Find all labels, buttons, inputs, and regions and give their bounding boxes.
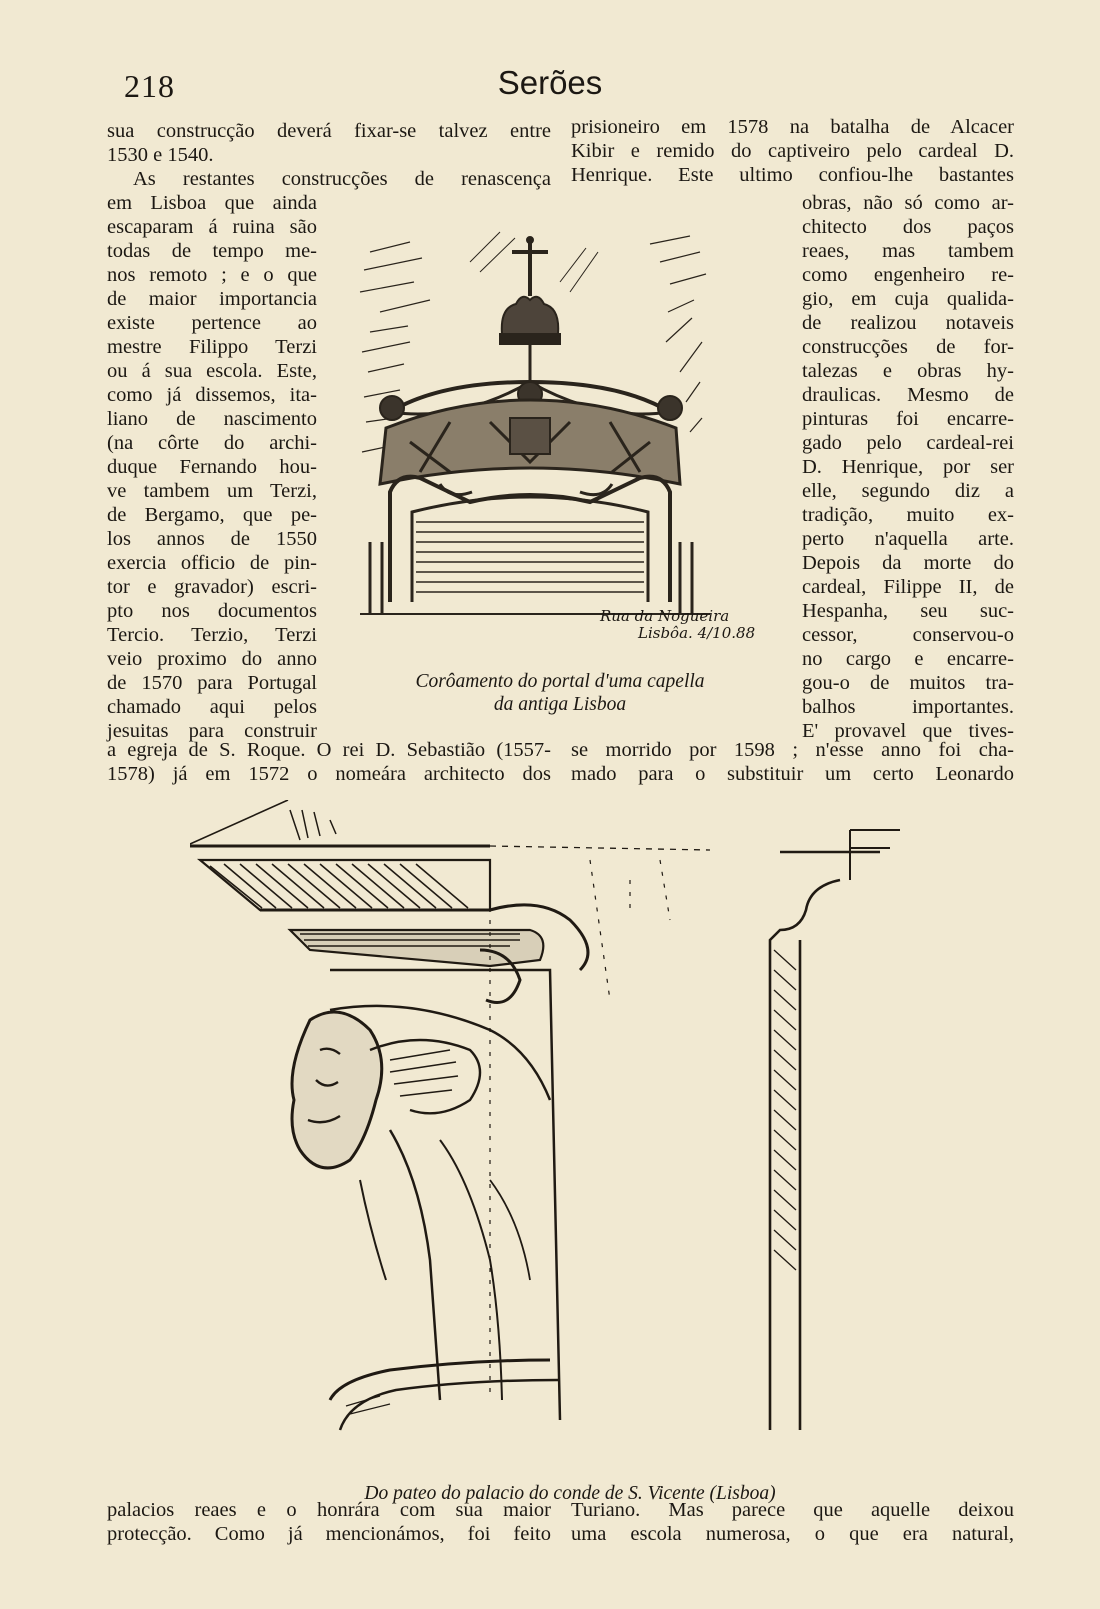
text-line: prisioneiro em 1578 na batalha de Alcacer	[571, 116, 1014, 138]
top-right-text	[571, 115, 1014, 187]
text-line: E' provavel que tives-	[802, 720, 1014, 742]
text-line: tor e gravador) escri-	[107, 576, 317, 598]
text-line: de Bergamo, que pe-	[107, 504, 317, 526]
top-left-text	[107, 119, 551, 191]
portal-crown-illustration	[350, 222, 790, 662]
left-column-text	[107, 191, 317, 743]
text-line: de 1570 para Portugal	[107, 672, 317, 694]
text-line: como já dissemos, ita-	[107, 384, 317, 406]
text-line: elle, segundo diz a	[802, 480, 1014, 502]
text-line: no cargo e encarre-	[802, 648, 1014, 670]
right-column-text	[802, 191, 1014, 743]
text-line: como engenheiro re-	[802, 264, 1014, 286]
text-line: talezas e obras hy-	[802, 360, 1014, 382]
text-line: As restantes construcções de renascença	[133, 168, 551, 190]
artist-signature: Rua da Nogueira Lisbôa. 4/10.88	[600, 607, 756, 642]
text-line: Kibir e remido do captiveiro pelo cardeal D.	[571, 140, 1014, 162]
text-line: obras, não só como ar-	[802, 192, 1014, 214]
text-line: ve tambem um Terzi,	[107, 480, 317, 502]
text-line: perto n'aquella arte.	[802, 528, 1014, 550]
text-line: chitecto dos paços	[802, 216, 1014, 238]
text-line: 1578) já em 1572 o nomeára architecto dos	[107, 763, 551, 785]
text-line: veio proximo do anno	[107, 648, 317, 670]
text-line: cessor, conservou-o	[802, 624, 1014, 646]
capital-illustration	[190, 800, 910, 1440]
mid-left-text	[107, 738, 551, 786]
bottom-right-text	[571, 1498, 1014, 1546]
text-line: los annos de 1550	[107, 528, 317, 550]
text-line: ou á sua escola. Este,	[107, 360, 317, 382]
text-line: D. Henrique, por ser	[802, 456, 1014, 478]
page-number: 218	[124, 68, 175, 104]
text-line: cardeal, Filippe II, de	[802, 576, 1014, 598]
text-line: construcções de for-	[802, 336, 1014, 358]
text-line: escaparam á ruina são	[107, 216, 317, 238]
text-line: Hespanha, seu suc-	[802, 600, 1014, 622]
text-line: duque Fernando hou-	[107, 456, 317, 478]
text-line: de maior importancia	[107, 288, 317, 310]
text-line: em Lisboa que ainda	[107, 192, 317, 214]
text-line: draulicas. Mesmo de	[802, 384, 1014, 406]
text-line: gado pelo cardeal-rei	[802, 432, 1014, 454]
text-line: se morrido por 1598 ; n'esse anno foi cha-	[571, 739, 1014, 761]
text-line: 1530 e 1540.	[107, 144, 214, 166]
figure1-caption: Corôamento do portal d'uma capella da antiga Lisboa	[415, 671, 705, 715]
figure2-caption: Do pateo do palacio do conde de S. Vicente (Lisboa)	[364, 1483, 776, 1504]
text-line: exercia officio de pin-	[107, 552, 317, 574]
mid-right-text	[571, 738, 1014, 786]
bottom-left-text	[107, 1498, 551, 1546]
text-line: uma escola numerosa, o que era natural,	[571, 1523, 1014, 1545]
text-line: Turiano. Mas parece que aquelle deixou	[571, 1499, 1014, 1521]
text-line: (na côrte do archi-	[107, 432, 317, 454]
text-line: a egreja de S. Roque. O rei D. Sebastião (1557-	[107, 739, 551, 761]
text-line: Tercio. Terzio, Terzi	[107, 624, 317, 646]
text-line: chamado aqui pelos	[107, 696, 317, 718]
text-line: liano de nascimento	[107, 408, 317, 430]
text-line: mestre Filippo Terzi	[107, 336, 317, 358]
text-line: gio, em cuja qualida-	[802, 288, 1014, 310]
text-line: tradição, muito ex-	[802, 504, 1014, 526]
text-line: todas de tempo me-	[107, 240, 317, 262]
text-line: gou-o de muitos tra-	[802, 672, 1014, 694]
text-line: de realizou notaveis	[802, 312, 1014, 334]
running-title: Serões	[497, 64, 603, 101]
text-line: pto nos documentos	[107, 600, 317, 622]
text-line: mado para o substituir um certo Leonardo	[571, 763, 1014, 785]
text-line: reaes, mas tambem	[802, 240, 1014, 262]
text-line: sua construcção deverá fixar-se talvez entre	[107, 120, 551, 142]
text-line: palacios reaes e o honrára com sua maior	[107, 1499, 551, 1521]
text-line: pinturas foi encarre-	[802, 408, 1014, 430]
text-line: balhos importantes.	[802, 696, 1014, 718]
text-line: protecção. Como já mencionámos, foi feito	[107, 1523, 551, 1545]
text-line: jesuitas para construir	[107, 720, 317, 742]
text-line: Henrique. Este ultimo confiou-lhe bastantes	[571, 164, 1014, 186]
text-line: existe pertence ao	[107, 312, 317, 334]
text-line: Depois da morte do	[802, 552, 1014, 574]
text-line: nos remoto ; e o que	[107, 264, 317, 286]
